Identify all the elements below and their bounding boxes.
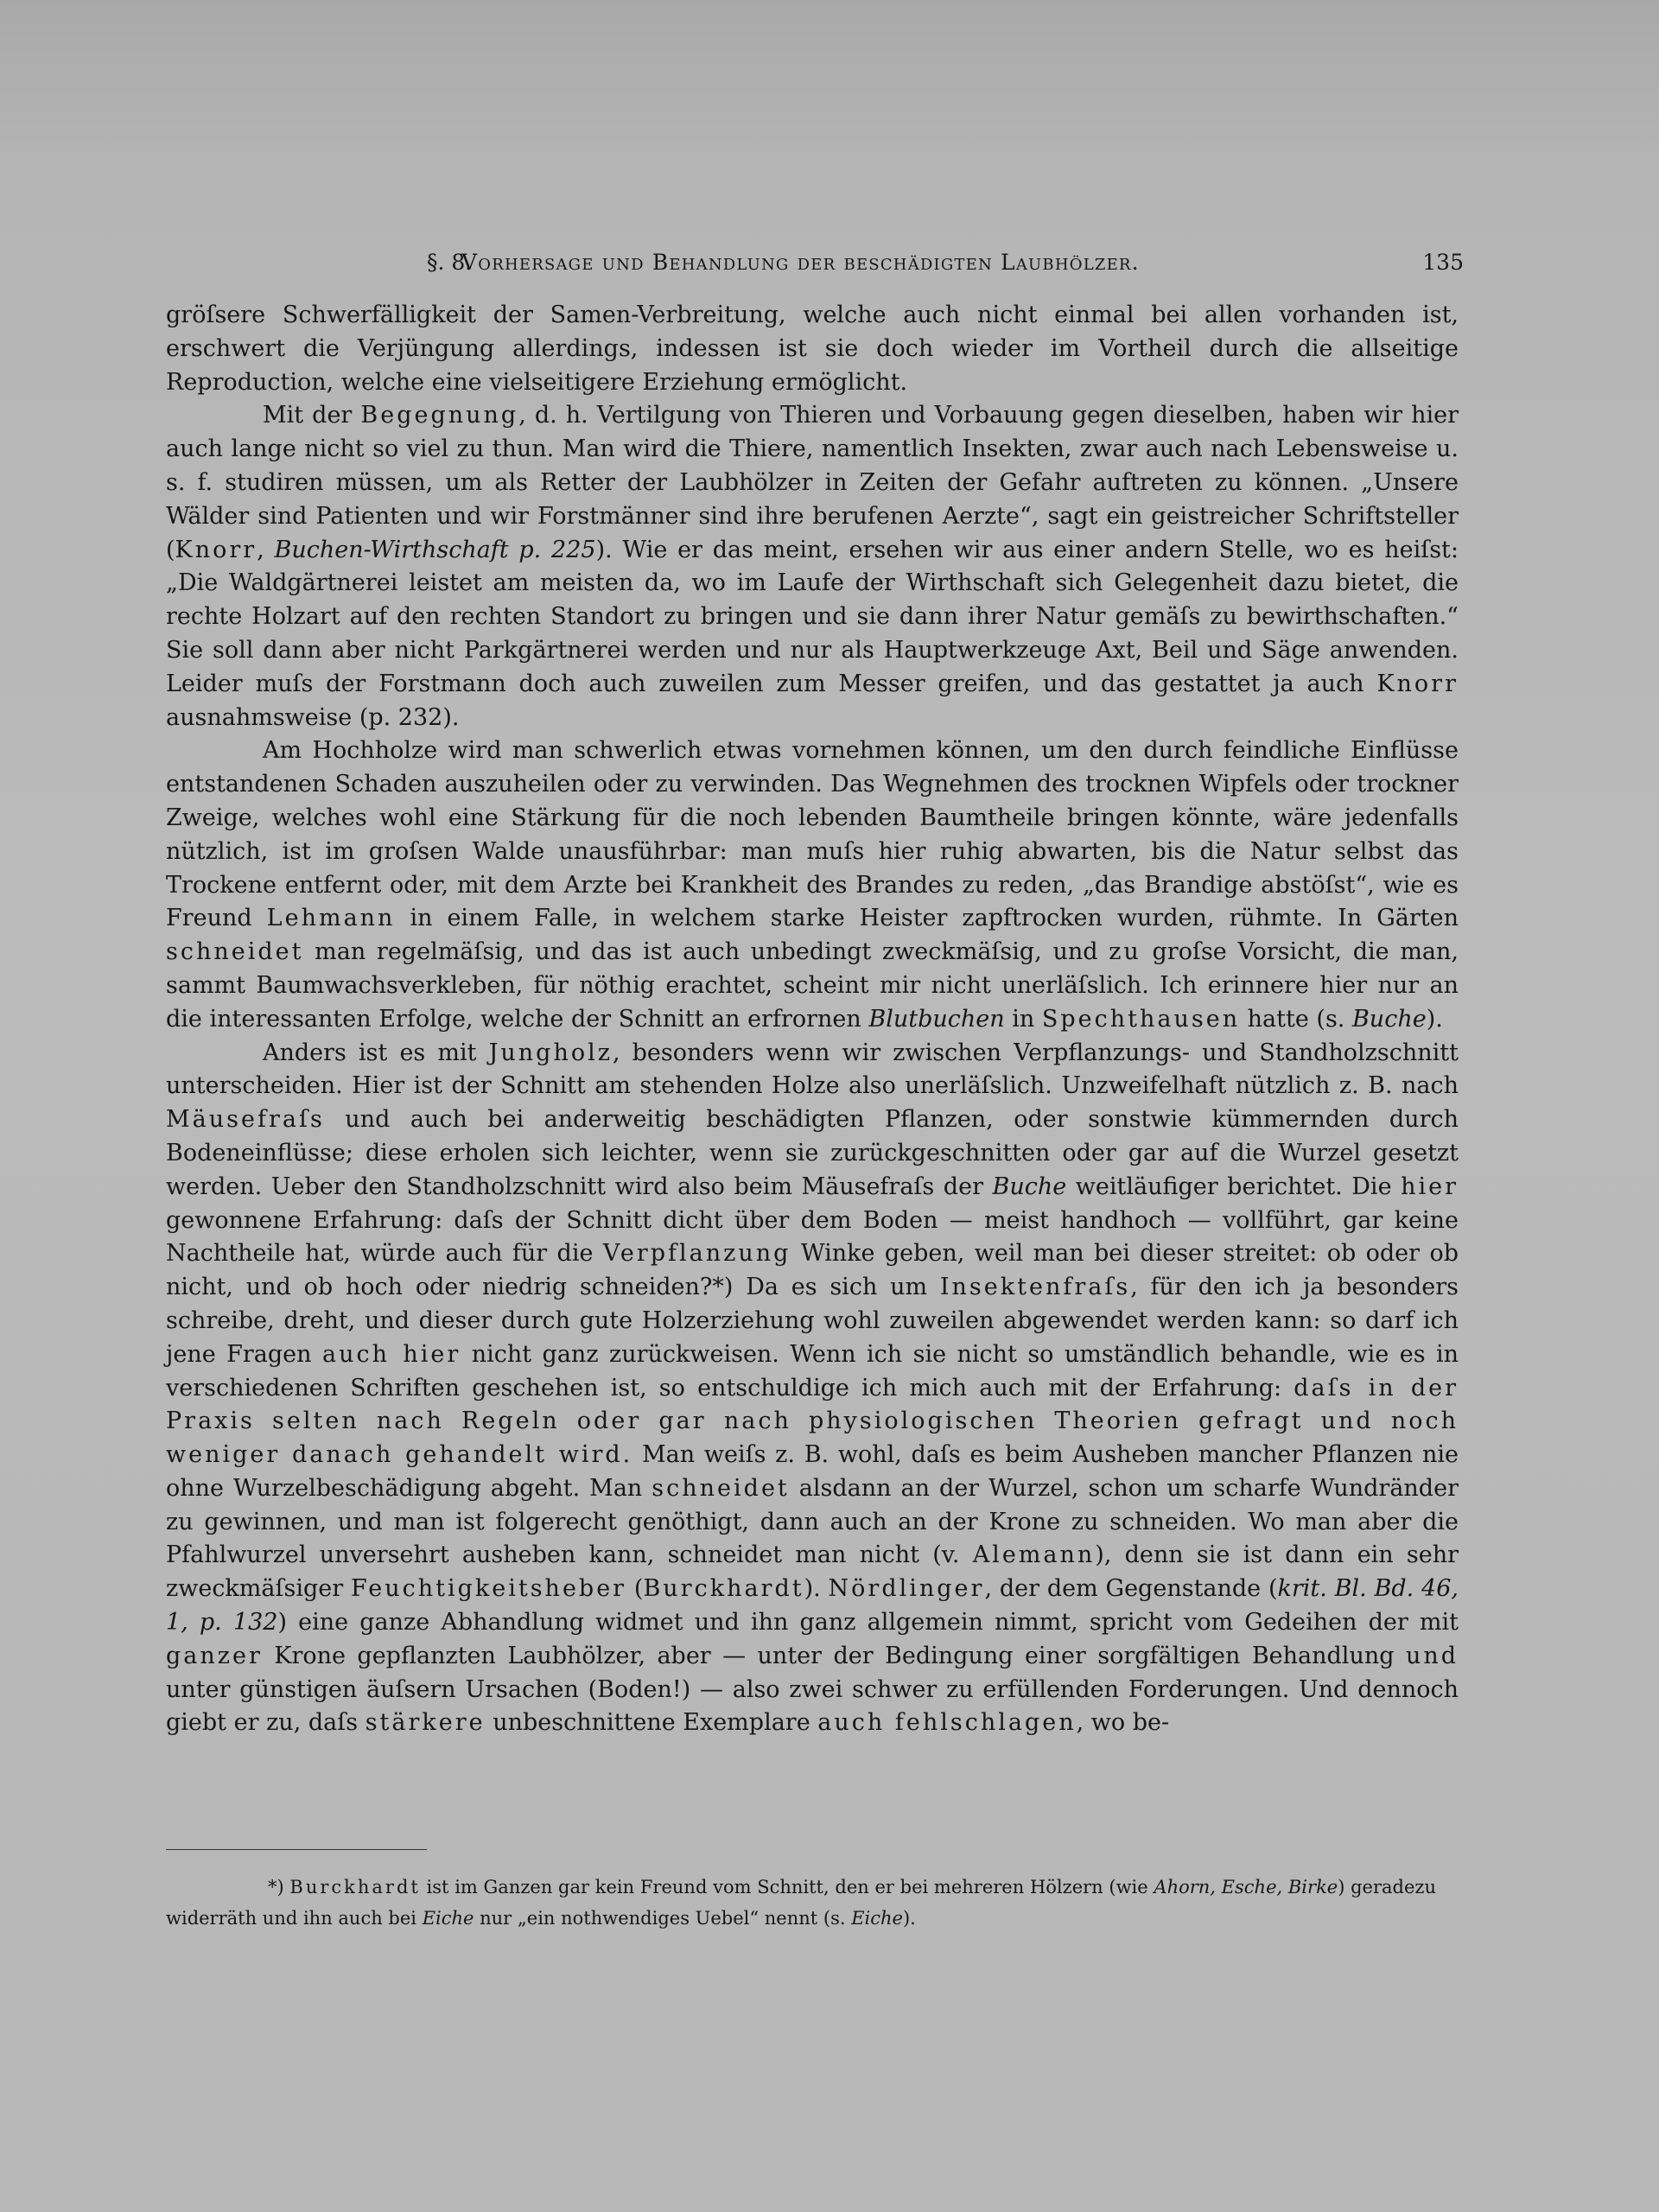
paragraph [166, 299, 1459, 399]
paragraph [166, 734, 1459, 1036]
italic-term: Buche [1351, 1005, 1427, 1033]
text-run: in [1004, 1005, 1042, 1033]
spaced-term: ganzer [166, 1642, 263, 1669]
text-run: , besonders wenn wir zwischen Verpflanzungs- und Standholzschnitt unterscheiden. Hier ist der Schnitt am stehenden Holze also unerläſslich. Unzweifelhaft nützlich z. B. nach [166, 1039, 1459, 1100]
spaced-term: Feuchtigkeitsheber [350, 1575, 627, 1603]
author-name: Knorr [1376, 670, 1459, 697]
text-run: , [257, 536, 275, 563]
text-run: *) [268, 1877, 290, 1897]
spaced-term: und [1405, 1642, 1459, 1669]
text-run: gewonnene Erfahrung: daſs der Schnitt dicht über dem Boden — meist handhoch — vollführt, gar keine Nachtheile hat, würde auch für die [166, 1206, 1459, 1268]
footnote-text [166, 1872, 1436, 1934]
text-run: , für den ich ja besonders schreibe, dreht, und dieser durch gute Holzerziehung wohl zuweilen abgewendet werden kann: so darf ich jene Fragen [166, 1274, 1459, 1368]
spaced-term: Begegnung [360, 402, 519, 429]
author-name: Nördlinger [828, 1575, 985, 1603]
text-run: Krone gepflanzten Laubhölzer, aber — unter der Bedingung einer sorgfältigen Behandlung [262, 1642, 1406, 1669]
text-run: unbeschnittene Exemplare [485, 1709, 818, 1737]
author-name: Burckhardt [289, 1877, 421, 1897]
text-run: , d. h. Vertilgung von Thieren und Vorbauung gegen dieselben, haben wir hier auch lange nicht so viel zu thun. Man wird die Thiere, namentlich Insekten, zwar auch nach Lebensweise u. s. f. studiren müssen, um als Retter der Laubhölzer in Zeiten der Gefahr auftreten zu können. „Unsere Wälder sind Patienten und wir Forstmänner sind ihre berufenen Aerzte“, sagt ein geistreicher Schriftsteller ( [166, 402, 1459, 563]
italic-term: Eiche [851, 1908, 903, 1929]
text-run: Man weiſs z. B. wohl, daſs es beim Ausheben mancher Pflanzen nie ohne Wurzelbeschädigung abgeht. Man [166, 1441, 1459, 1502]
text-run: alsdann an der Wurzel, schon um scharfe Wundränder zu gewinnen, und man ist folgerecht genöthigt, dann auch an der Krone zu schneiden. Wo man aber die Pfahlwurzel unversehrt ausheben kann, schneidet man nicht (v. [166, 1474, 1459, 1569]
spaced-term: Insektenfraſs [939, 1274, 1131, 1301]
author-name: Burckhardt [643, 1575, 804, 1603]
italic-term: Eiche [422, 1908, 474, 1929]
text-run: ausnahmsweise (p. 232). [166, 703, 460, 731]
spaced-term: zu [1109, 938, 1141, 966]
text-run: , wo be- [1076, 1709, 1170, 1737]
text-run: ). [1426, 1005, 1443, 1033]
author-name: Alemann [972, 1541, 1096, 1569]
spaced-term: Mäusefraſs [166, 1106, 325, 1134]
text-run: und auch bei anderweitig beschädigten Pflanzen, oder sonstwie kümmernden durch Bodeneinflüsse; diese erholen sich leichter, wenn sie zurückgeschnitten oder gar auf die Wurzel gesetzt werden. Ueber den Standholzschnitt wird also beim Mäusefraſs der [166, 1106, 1459, 1200]
text-run: Winke geben, weil man bei dieser streitet: ob oder ob nicht, und ob hoch oder niedrig schneiden?*) Da es sich um [166, 1240, 1459, 1301]
footnote [166, 1872, 1436, 1934]
paragraph [166, 399, 1459, 734]
text-run: ). Wie er das meint, ersehen wir aus einer andern Stelle, wo es heiſst: „Die Waldgärtnerei leistet am meisten da, wo im Laufe der Wirthschaft sich Gelegenheit dazu bietet, die rechte Holzart auf den rechten Standort zu bringen und sie dann ihrer Natur gemäſs zu bewirthschaften.“ Sie soll dann aber nicht Parkgärtnerei werden und nur als Hauptwerkzeuge Axt, Beil und Säge anwenden. Leider muſs der Forstmann doch auch zuweilen zum Messer greifen, und das gestattet ja auch [166, 536, 1459, 697]
text-run: ). [902, 1908, 916, 1929]
citation: Buchen-Wirthschaft p. 225 [274, 536, 596, 563]
text-run: gröſsere Schwerfälligkeit der Samen-Verbreitung, welche auch nicht einmal bei allen vorhanden ist, erschwert die Verjüngung allerdings, indessen ist sie doch wieder im Vortheil durch die allseitige Reproduction, welche eine vielseitigere Erziehung ermöglicht. [166, 302, 1459, 396]
author-name: Knorr [175, 536, 257, 563]
text-run: groſse Vorsicht, die man, sammt Baumwachsverkleben, für nöthig erachtet, scheint mir nicht unerläſslich. Ich erinnere hier nur an die interessanten Erfolge, welche der Schnitt an erfrornen [166, 938, 1459, 1033]
italic-term: Buche [992, 1173, 1067, 1200]
page-number: 135 [1422, 250, 1464, 275]
text-run: nicht ganz zurückweisen. Wenn ich sie nicht so umständlich behandle, wie es in verschiedenen Schriften geschehen ist, so entschuldige ich mich auch mit der Erfahrung: [166, 1340, 1459, 1402]
text-run: , der dem Gegenstande ( [984, 1575, 1278, 1603]
body-text [166, 299, 1459, 1740]
section-number: §. 8. [427, 250, 473, 275]
place-name: Spechthausen [1041, 1005, 1241, 1033]
citation: krit. Bl. Bd. 46, 1, p. 132 [166, 1575, 1459, 1637]
text-run: ) eine ganze Abhandlung widmet und ihn ganz allgemein nimmt, spricht vom Gedeihen der mit [277, 1609, 1459, 1637]
author-name: Lehmann [266, 905, 396, 932]
spaced-term: hier [1401, 1173, 1459, 1200]
text-run: ) geradezu widerräth und ihn auch bei [166, 1877, 1437, 1929]
text-run: ). [804, 1575, 829, 1603]
spaced-term: schneidet [652, 1474, 790, 1502]
text-run: nur „ein nothwendiges Uebel“ nennt (s. [474, 1908, 852, 1929]
spaced-term: Verpflanzung [602, 1240, 791, 1268]
spaced-term: auch hier [321, 1340, 461, 1368]
footnote-divider [166, 1849, 427, 1850]
text-run: in einem Falle, in welchem starke Heister zapftrocken wurden, rühmte. In Gärten [395, 905, 1459, 932]
text-run: hatte (s. [1240, 1005, 1352, 1033]
running-header [166, 245, 1464, 280]
text-run: ), denn sie ist dann ein sehr zweckmäſsiger [166, 1541, 1459, 1603]
text-run: unter günstigen äuſsern Ursachen (Boden!) — also zwei schwer zu erfüllenden Forderungen. Und dennoch giebt er zu, daſs [166, 1675, 1459, 1737]
paragraph [166, 1037, 1459, 1741]
text-run: weitläufiger berichtet. Die [1066, 1173, 1402, 1200]
spaced-term: schneidet [166, 938, 304, 966]
text-run: Am Hochholze wird man schwerlich etwas vornehmen können, um den durch feindliche Einflüsse entstandenen Schaden auszuheilen oder zu verwinden. Das Wegnehmen des trocknen Wipfels oder trockner Zweige, welches wohl eine Stärkung für die noch lebenden Baumtheile bringen könnte, wäre jedenfalls nützlich, ist im groſsen Walde unausführbar: man muſs hier ruhig abwarten, bis die Natur selbst das Trockene entfernt oder, mit dem Arzte bei Krankheit des Brandes zu reden, „das Brandige abstöſst“, wie es Freund [166, 737, 1459, 932]
running-title: Vorhersage und Behandlung der beschädigten Laubhölzer. [461, 250, 1140, 275]
text-run: ist im Ganzen gar kein Freund vom Schnitt, den er bei mehreren Hölzern (wie [420, 1877, 1154, 1897]
spaced-term: Jungholz [488, 1039, 613, 1066]
italic-term: Ahorn, Esche, Birke [1154, 1877, 1338, 1897]
text-run: man regelmäſsig, und das ist auch unbedingt zweckmäſsig, und [303, 938, 1109, 966]
text-run: Mit der [263, 402, 361, 429]
spaced-term: stärkere [365, 1709, 486, 1737]
text-run: Anders ist es mit [263, 1039, 489, 1066]
spaced-term: daſs in der Praxis selten nach Regeln oder gar nach physiologischen Theorien gefragt und noch weniger danach gehandelt wird. [166, 1374, 1459, 1469]
italic-term: Blutbuchen [868, 1005, 1005, 1033]
text-run: ( [626, 1575, 644, 1603]
spaced-term: auch fehlschlagen [817, 1709, 1077, 1737]
